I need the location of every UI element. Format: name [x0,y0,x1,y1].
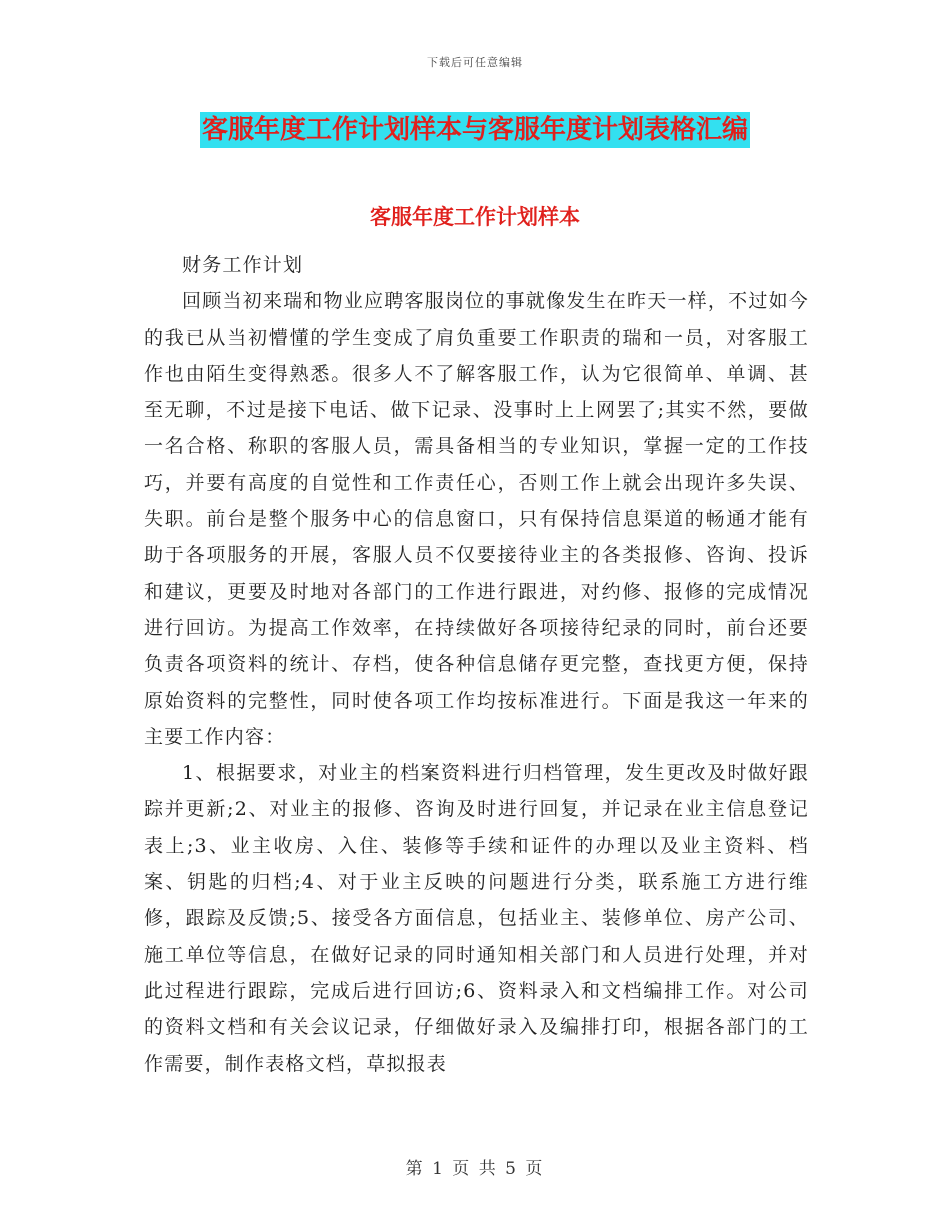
section-title: 客服年度工作计划样本 [370,205,580,229]
paragraph-intro: 回顾当初来瑞和物业应聘客服岗位的事就像发生在昨天一样，不过如今的我已从当初懵懂的学生变成了肩负重要工作职责的瑞和一员，对客服工作也由陌生变得熟悉。很多人不了解客服工作，认为它很简单、单调、甚至无聊，不过是接下电话、做下记录、没事时上上网罢了;其实不然，要做一名合格、称职的客服人员，需具备相当的专业知识，掌握一定的工作技巧，并要有高度的自觉性和工作责任心，否则工作上就会出现许多失误、失职。前台是整个服务中心的信息窗口，只有保持信息渠道的畅通才能有助于各项服务的开展，客服人员不仅要接待业主的各类报修、咨询、投诉和建议，更要及时地对各部门的工作进行跟进，对约修、报修的完成情况进行回访。为提高工作效率，在持续做好各项接待纪录的同时，前台还要负责各项资料的统计、存档，使各种信息储存更完整，查找更方便，保持原始资料的完整性，同时使各项工作均按标准进行。下面是我这一年来的主要工作内容： [144,290,809,748]
paragraph-subheading: 财务工作计划 [182,254,304,276]
document-body [144,247,809,1082]
document-title: 客服年度工作计划样本与客服年度计划表格汇编 [200,112,750,148]
page-number: 第 1 页 共 5 页 [405,1159,545,1179]
page-header-note: 下载后可任意编辑 [427,56,523,69]
document-title-container [0,112,950,148]
paragraph-work-list: 1、根据要求，对业主的档案资料进行归档管理，发生更改及时做好跟踪并更新;2、对业主的报修、咨询及时进行回复，并记录在业主信息登记表上;3、业主收房、入住、装修等手续和证件的办理以及业主资料、档案、钥匙的归档;4、对于业主反映的问题进行分类，联系施工方进行维修，跟踪及反馈;5、接受各方面信息，包括业主、装修单位、房产公司、施工单位等信息，在做好记录的同时通知相关部门和人员进行处理，并对此过程进行跟踪，完成后进行回访;6、资料录入和文档编排工作。对公司的资料文档和有关会议记录，仔细做好录入及编排打印，根据各部门的工作需要，制作表格文档，草拟报表 [144,762,809,1075]
